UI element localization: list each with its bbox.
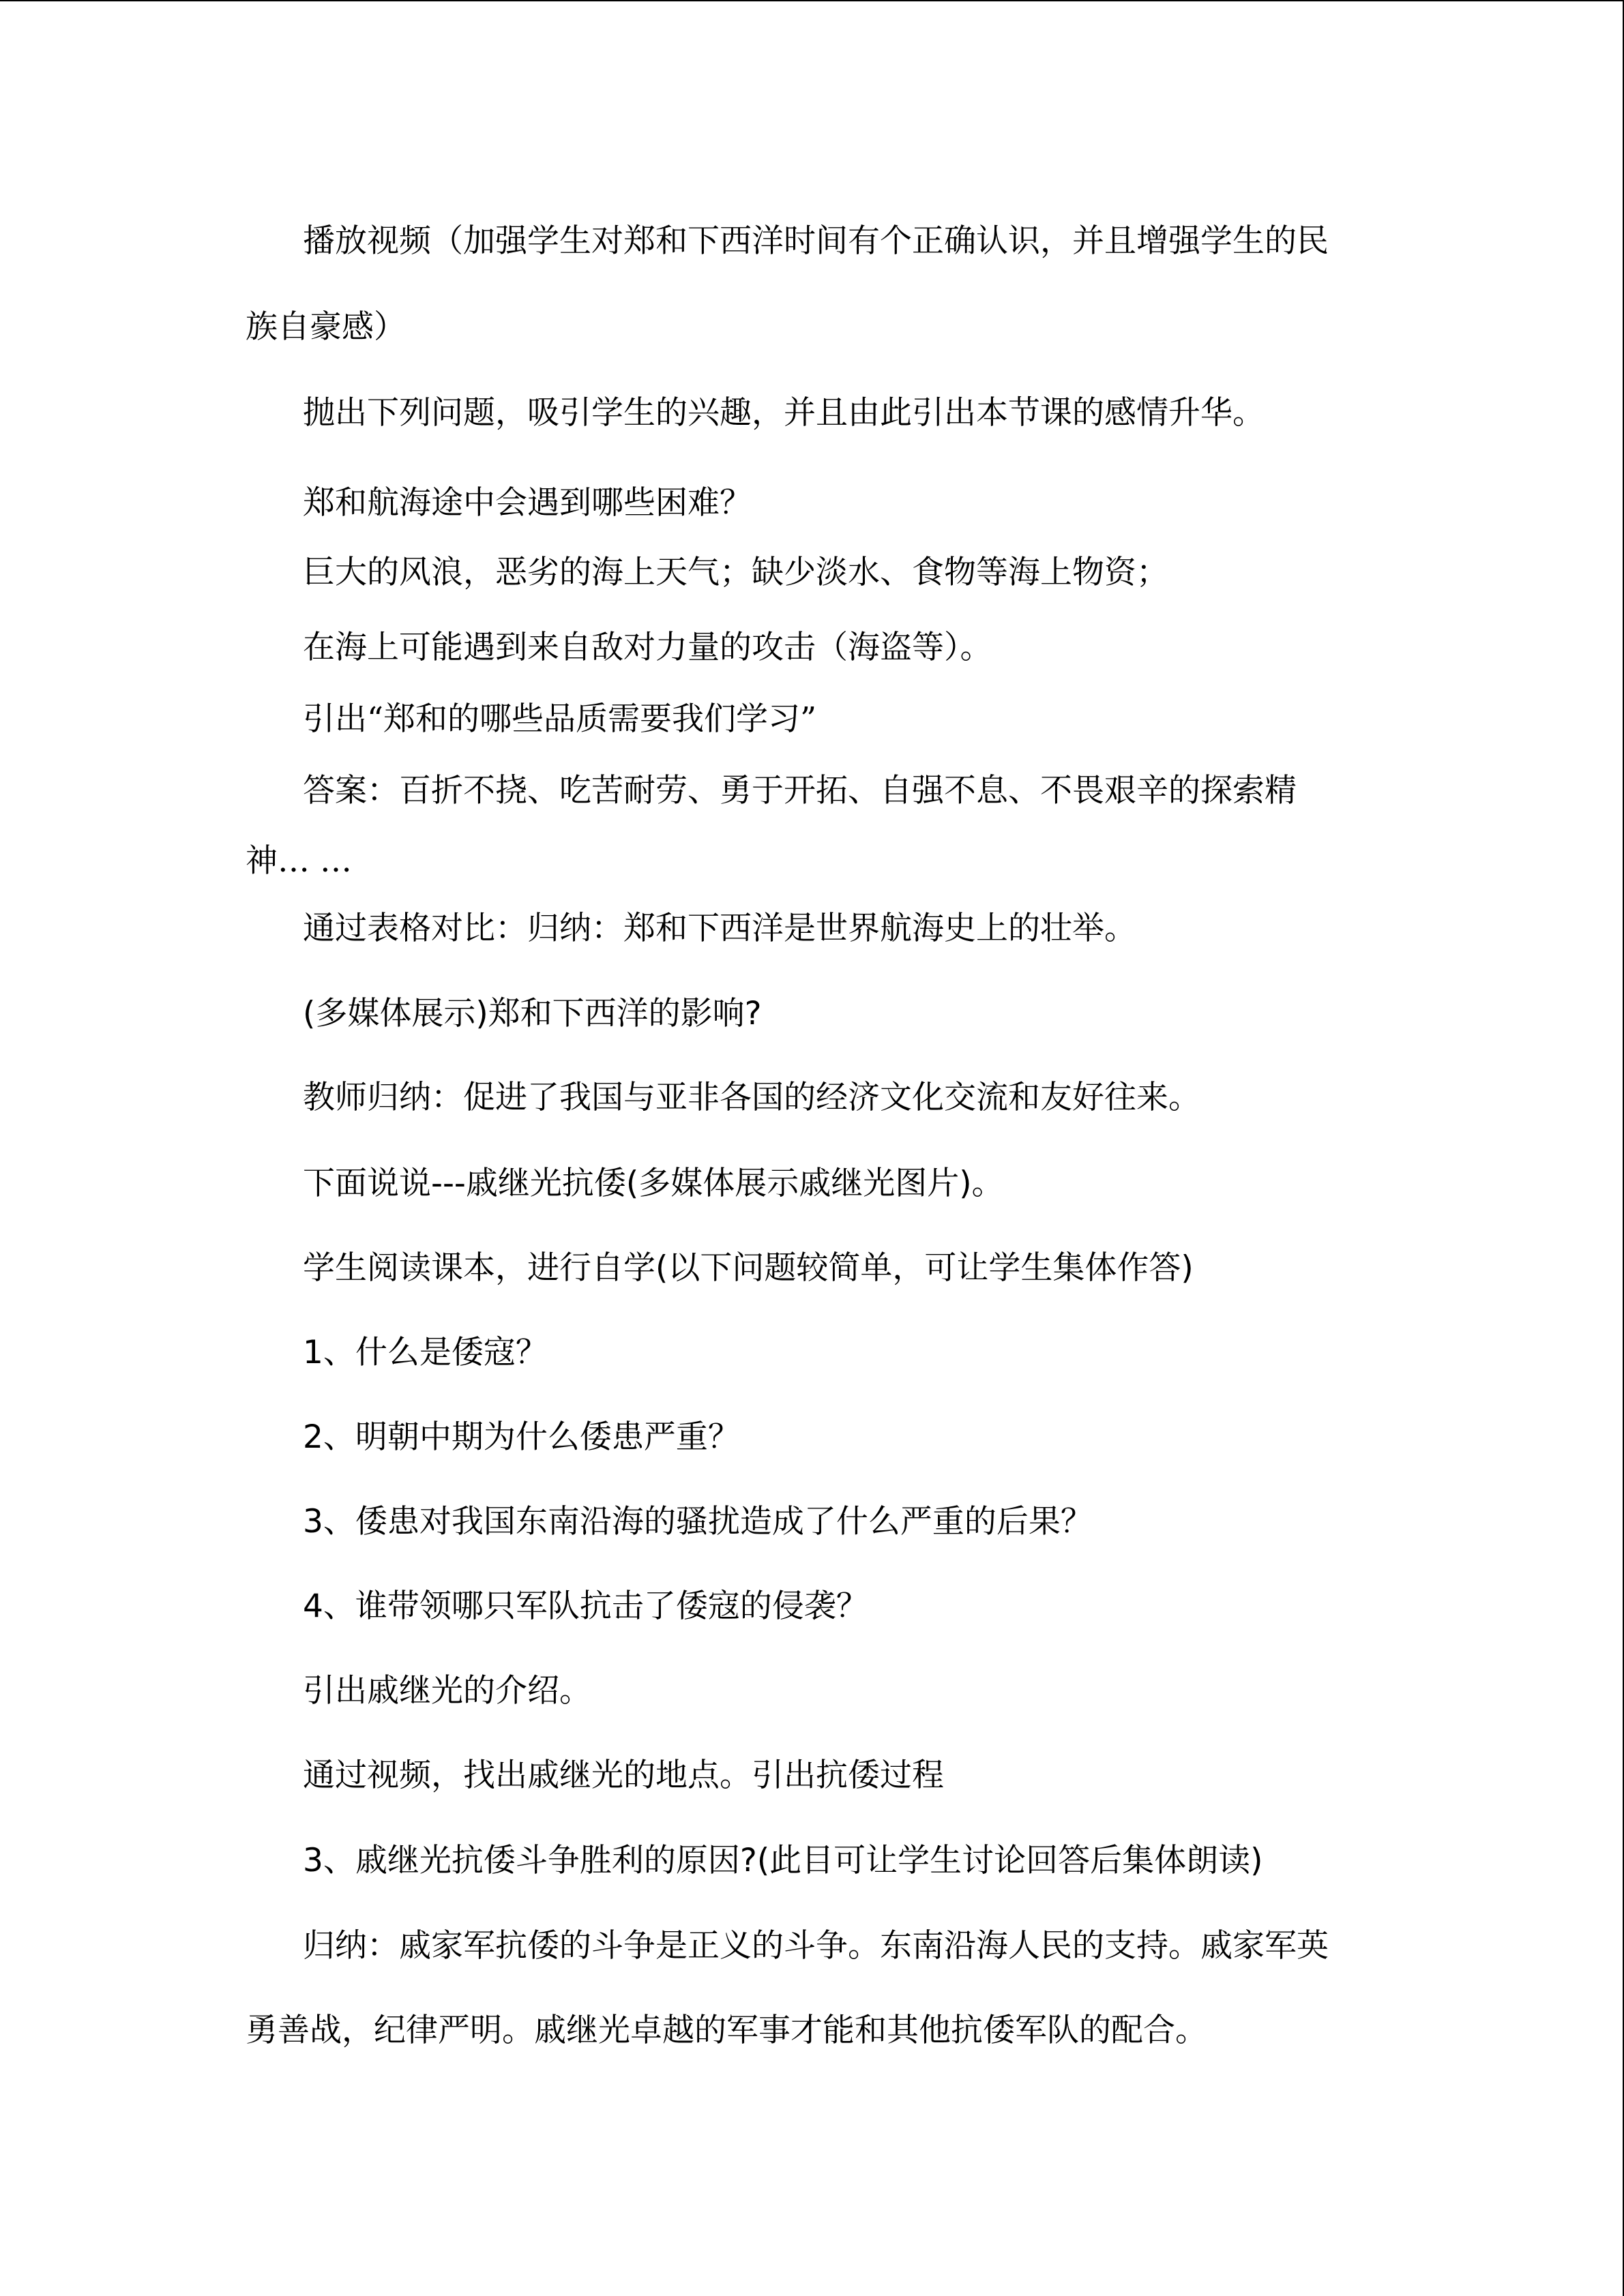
- paragraph-line: 族自豪感）: [246, 308, 406, 346]
- paragraph-line: 2、明朝中期为什么倭患严重？: [303, 1418, 740, 1456]
- paragraph-line: 4、谁带领哪只军队抗击了倭寇的侵袭？: [303, 1587, 868, 1625]
- paragraph-line: 在海上可能遇到来自敌对力量的攻击（海盗等）。: [303, 629, 992, 666]
- paragraph-line: 1、什么是倭寇？: [303, 1334, 548, 1371]
- paragraph-line: 归纳：戚家军抗倭的斗争是正义的斗争。东南沿海人民的支持。戚家军英: [303, 1927, 1329, 1965]
- paragraph-line: 通过表格对比：归纳：郑和下西洋是世界航海史上的壮举。: [303, 910, 1136, 947]
- paragraph-line: 播放视频（加强学生对郑和下西洋时间有个正确认识，并且增强学生的民: [303, 222, 1329, 260]
- paragraph-line: 下面说说---戚继光抗倭(多媒体展示戚继光图片)。: [303, 1165, 1004, 1202]
- paragraph-line: 引出“郑和的哪些品质需要我们学习”: [303, 700, 817, 738]
- paragraph-line: 答案：百折不挠、吃苦耐劳、勇于开拓、自强不息、不畏艰辛的探索精: [303, 772, 1297, 809]
- paragraph-line: 郑和航海途中会遇到哪些困难？: [303, 484, 752, 522]
- paragraph-line: (多媒体展示)郑和下西洋的影响?: [303, 995, 762, 1032]
- paragraph-line: 巨大的风浪，恶劣的海上天气；缺少淡水、食物等海上物资；: [303, 554, 1168, 591]
- paragraph-line: 引出戚继光的介绍。: [303, 1672, 591, 1710]
- paragraph-line: 抛出下列问题，吸引学生的兴趣，并且由此引出本节课的感情升华。: [303, 394, 1265, 432]
- paragraph-line: 教师归纳：促进了我国与亚非各国的经济文化交流和友好往来。: [303, 1079, 1200, 1116]
- paragraph-line: 通过视频，找出戚继光的地点。引出抗倭过程: [303, 1757, 944, 1794]
- paragraph-line: 勇善战，纪律严明。戚继光卓越的军事才能和其他抗倭军队的配合。: [246, 2012, 1207, 2049]
- paragraph-line: 学生阅读课本，进行自学(以下问题较简单，可让学生集体作答): [303, 1249, 1194, 1287]
- paragraph-line: 3、倭患对我国东南沿海的骚扰造成了什么严重的后果？: [303, 1503, 1093, 1540]
- paragraph-line: 神… …: [246, 842, 352, 880]
- paragraph-line: 3、戚继光抗倭斗争胜利的原因?(此目可让学生讨论回答后集体朗读): [303, 1842, 1263, 1879]
